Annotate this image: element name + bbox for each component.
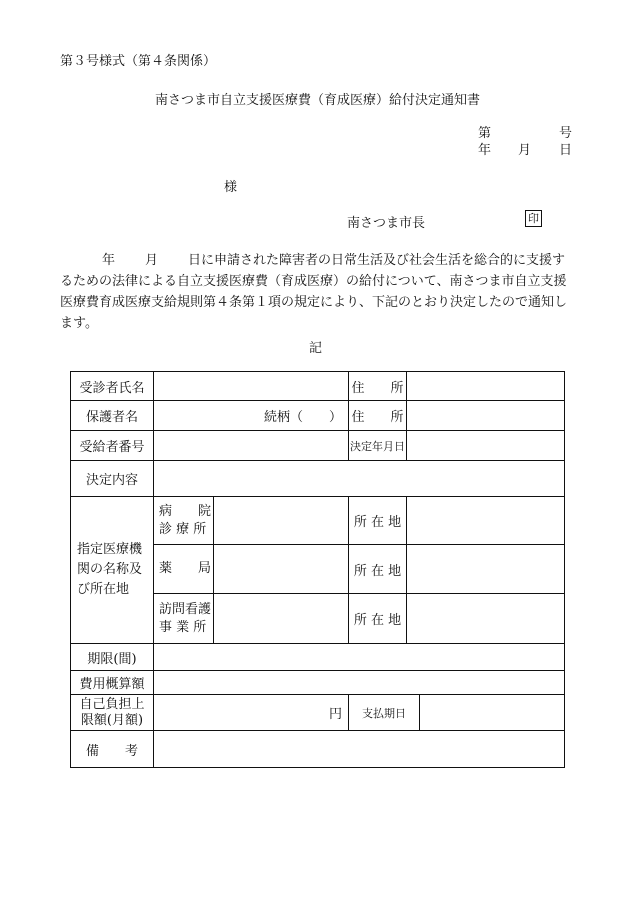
seal-stamp: 印	[525, 210, 542, 227]
patient-address-label: 住 所	[349, 372, 407, 401]
body-month: 月	[145, 253, 159, 268]
facility-label: 指定医療機関の名称及び所在地	[71, 497, 154, 644]
hospital-label: 病 院 診 療 所	[154, 497, 214, 545]
body-year: 年	[102, 253, 116, 268]
hospital-location-cell[interactable]	[407, 497, 565, 545]
remarks-cell[interactable]	[154, 731, 565, 768]
period-cell[interactable]	[154, 644, 565, 671]
number-suffix: 号	[559, 126, 573, 141]
remarks-label: 備 考	[71, 731, 154, 768]
guardian-address-cell[interactable]	[407, 401, 565, 431]
payment-date-label: 支払期日	[349, 695, 420, 731]
hospital-name-cell[interactable]	[214, 497, 349, 545]
decision-date-label: 決定年月日	[349, 431, 407, 461]
guardian-name-label: 保護者名	[71, 401, 154, 431]
guardian-address-label: 住 所	[349, 401, 407, 431]
body-text: 日に申請された障害者の日常生活及び社会生活を総合的に支援するための法律による自立支援医療費（育成医療）の給付について、南さつま市自立支援医療費育成医療支給規則第４条第１項の規定により、下記のとおり決定したので通知します。	[60, 253, 568, 331]
nursing-location-label: 所 在 地	[349, 594, 407, 644]
pharmacy-location-cell[interactable]	[407, 545, 565, 594]
recipient-number-cell[interactable]	[154, 431, 349, 461]
hospital-location-label: 所 在 地	[349, 497, 407, 545]
issuer-name: 南さつま市長	[347, 216, 426, 231]
cost-estimate-label: 費用概算額	[71, 671, 154, 695]
date-day: 日	[559, 143, 573, 158]
period-label: 期限(間)	[71, 644, 154, 671]
pharmacy-label: 薬 局	[154, 545, 214, 594]
decision-content-label: 決定内容	[71, 461, 154, 497]
recipient-number-label: 受給者番号	[71, 431, 154, 461]
nursing-location-cell[interactable]	[407, 594, 565, 644]
pharmacy-location-label: 所 在 地	[349, 545, 407, 594]
decision-content-cell[interactable]	[154, 461, 565, 497]
patient-address-cell[interactable]	[407, 372, 565, 401]
cost-estimate-cell[interactable]	[154, 671, 565, 695]
patient-name-cell[interactable]	[154, 372, 349, 401]
limit-label: 自己負担上 限額(月額)	[71, 695, 154, 731]
guardian-relation[interactable]: 続柄（ ）	[154, 401, 349, 431]
payment-date-cell[interactable]	[420, 695, 565, 731]
notice-body	[60, 250, 575, 334]
form-number: 第３号様式（第４条関係）	[60, 54, 217, 69]
patient-name-label: 受診者氏名	[71, 372, 154, 401]
decision-table	[70, 371, 565, 768]
addressee-suffix: 様	[224, 180, 238, 195]
decision-date-cell[interactable]	[407, 431, 565, 461]
limit-amount-yen[interactable]: 円	[154, 695, 349, 731]
nursing-name-cell[interactable]	[214, 594, 349, 644]
number-prefix: 第	[478, 126, 492, 141]
date-month: 月	[518, 143, 532, 158]
pharmacy-name-cell[interactable]	[214, 545, 349, 594]
document-title: 南さつま市自立支援医療費（育成医療）給付決定通知書	[155, 93, 481, 108]
nursing-label: 訪問看護 事 業 所	[154, 594, 214, 644]
ki-heading: 記	[309, 341, 323, 356]
date-year: 年	[478, 143, 492, 158]
